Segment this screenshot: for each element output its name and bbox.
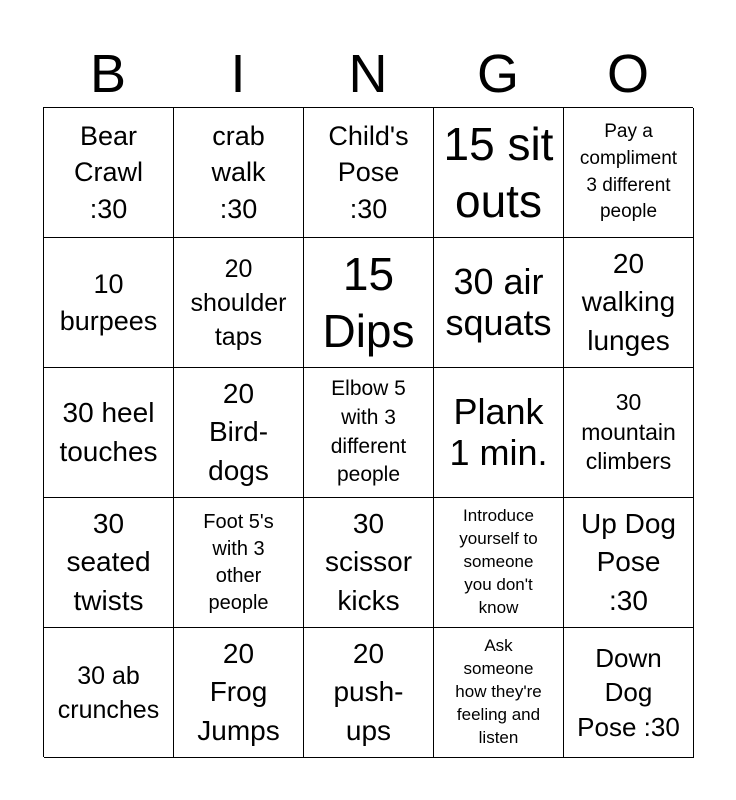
bingo-cell[interactable]: crab walk :30 [174, 108, 304, 238]
header-letter-b: B [89, 44, 127, 104]
bingo-cell[interactable]: 15 sit outs [434, 108, 564, 238]
header-letter-o: O [606, 44, 649, 104]
bingo-cell[interactable]: 20 walking lunges [564, 238, 694, 368]
bingo-cell[interactable]: Introduce yourself to someone you don't know [434, 498, 564, 628]
bingo-cell[interactable]: 10 burpees [44, 238, 174, 368]
header-letter-g: G [476, 44, 519, 104]
bingo-board [43, 107, 693, 757]
bingo-cell[interactable]: Pay a compliment 3 different people [564, 108, 694, 238]
bingo-cell[interactable]: Ask someone how they're feeling and listen [434, 628, 564, 758]
bingo-cell[interactable]: 15 Dips [304, 238, 434, 368]
bingo-header [43, 40, 693, 108]
bingo-cell[interactable]: 30 ab crunches [44, 628, 174, 758]
bingo-cell[interactable]: Plank 1 min. [434, 368, 564, 498]
bingo-cell[interactable]: Bear Crawl :30 [44, 108, 174, 238]
bingo-cell[interactable]: 30 heel touches [44, 368, 174, 498]
bingo-cell[interactable]: Child's Pose :30 [304, 108, 434, 238]
bingo-cell[interactable]: Elbow 5 with 3 different people [304, 368, 434, 498]
bingo-cell[interactable]: 30 air squats [434, 238, 564, 368]
bingo-cell[interactable]: 20 Frog Jumps [174, 628, 304, 758]
bingo-cell[interactable]: Foot 5's with 3 other people [174, 498, 304, 628]
header-letter-n: N [348, 44, 388, 104]
bingo-cell[interactable]: 20 shoulder taps [174, 238, 304, 368]
bingo-cell[interactable]: 30 seated twists [44, 498, 174, 628]
bingo-cell[interactable]: 20 push- ups [304, 628, 434, 758]
bingo-cell[interactable]: 30 scissor kicks [304, 498, 434, 628]
header-letter-i: I [230, 44, 246, 104]
bingo-cell[interactable]: 20 Bird- dogs [174, 368, 304, 498]
bingo-cell[interactable]: Down Dog Pose :30 [564, 628, 694, 758]
bingo-cell[interactable]: Up Dog Pose :30 [564, 498, 694, 628]
bingo-cell[interactable]: 30 mountain climbers [564, 368, 694, 498]
